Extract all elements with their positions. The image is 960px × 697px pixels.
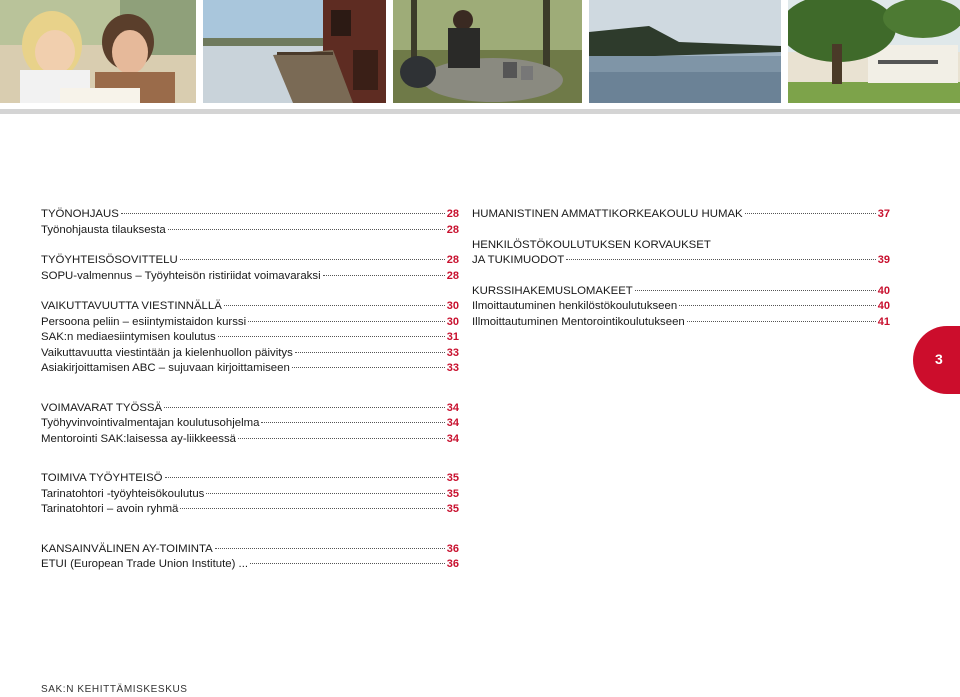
toc-entry-page: 35 bbox=[446, 472, 459, 484]
toc-gap bbox=[472, 223, 890, 238]
toc-entry-label: TOIMIVA TYÖYHTEISÖ bbox=[41, 472, 163, 484]
toc-entry-page: 28 bbox=[446, 208, 459, 220]
toc-gap bbox=[41, 518, 459, 542]
toc-entry-page: 41 bbox=[877, 315, 890, 328]
toc-entry-page: 28 bbox=[446, 254, 459, 266]
toc-entry[interactable] bbox=[41, 361, 459, 377]
photo-building bbox=[788, 0, 960, 103]
toc-entry[interactable] bbox=[41, 432, 459, 448]
toc-entry-label: Persoona peliin – esiintymistaidon kurssi bbox=[41, 315, 247, 328]
toc-entry[interactable] bbox=[41, 315, 459, 331]
toc-entry[interactable] bbox=[41, 330, 459, 346]
toc-entry-label: ETUI (European Trade Union Institute) ... bbox=[41, 558, 249, 570]
toc-entry-label: Työhyvinvointivalmentajan koulutusohjelma bbox=[41, 417, 260, 429]
toc-dot-leader bbox=[180, 259, 445, 260]
toc-entry-page: 37 bbox=[877, 208, 890, 220]
toc-gap bbox=[41, 447, 459, 471]
toc-entry-label: SOPU-valmennus – Työyhteisön ristiriidat voimavaraksi bbox=[41, 269, 321, 282]
toc-entry-label: VOIMAVARAT TYÖSSÄ bbox=[41, 401, 163, 414]
toc-entry-label: Asiakirjoittamisen ABC – sujuvaan kirjoittamiseen bbox=[41, 362, 290, 374]
toc-entry[interactable] bbox=[41, 207, 459, 223]
photo-pier bbox=[203, 0, 386, 103]
toc-gap bbox=[41, 377, 459, 401]
toc-entry-label: KANSAINVÄLINEN AY-TOIMINTA bbox=[41, 542, 213, 555]
photo-campfire bbox=[393, 0, 582, 103]
toc-entry-label: JA TUKIMUODOT bbox=[472, 254, 565, 266]
toc-dot-leader bbox=[295, 352, 445, 353]
toc-entry-label: Tarinatohtori – avoin ryhmä bbox=[41, 503, 179, 515]
toc-dot-leader bbox=[323, 275, 445, 276]
toc-entry-label: VAIKUTTAVUUTTA VIESTINNÄLLÄ bbox=[41, 300, 222, 312]
toc-dot-leader bbox=[215, 548, 445, 549]
page-number: 3 bbox=[935, 351, 943, 367]
toc-entry-page: 40 bbox=[877, 284, 890, 297]
toc-dot-leader bbox=[250, 563, 445, 564]
toc-entry[interactable] bbox=[41, 253, 459, 269]
toc-dot-leader bbox=[261, 422, 444, 423]
toc-entry[interactable] bbox=[41, 557, 459, 573]
toc-dot-leader bbox=[218, 336, 445, 337]
toc-dot-leader bbox=[745, 213, 876, 214]
toc-entry-label: TYÖYHTEISÖSOVITTELU bbox=[41, 254, 178, 266]
header-divider bbox=[0, 109, 960, 114]
toc-entry-label: Työnohjausta tilauksesta bbox=[41, 223, 166, 236]
toc-entry[interactable] bbox=[472, 315, 890, 331]
toc-entry[interactable] bbox=[472, 207, 890, 223]
toc-entry[interactable] bbox=[41, 346, 459, 362]
toc-entry[interactable] bbox=[472, 284, 890, 300]
toc-entry[interactable] bbox=[41, 487, 459, 503]
toc-entry-page: 33 bbox=[446, 346, 459, 359]
toc-entry-label: Vaikuttavuutta viestintään ja kielenhuollon päivitys bbox=[41, 346, 293, 359]
photo-strip bbox=[0, 0, 960, 113]
toc-dot-leader bbox=[238, 438, 445, 439]
toc-gap bbox=[41, 284, 459, 299]
toc-entry-label: Mentorointi SAK:laisessa ay-liikkeessä bbox=[41, 432, 236, 445]
toc-entry[interactable] bbox=[41, 542, 459, 558]
toc-entry-label: Tarinatohtori -työyhteisökoulutus bbox=[41, 487, 205, 500]
toc-dot-leader bbox=[635, 290, 876, 291]
toc-entry[interactable] bbox=[472, 299, 890, 315]
toc-dot-leader bbox=[248, 321, 445, 322]
toc-entry-page: 30 bbox=[446, 315, 459, 328]
toc-entry-page: 36 bbox=[446, 558, 459, 570]
toc-entry-page: 28 bbox=[446, 269, 459, 282]
toc-entry[interactable] bbox=[41, 299, 459, 315]
toc-entry[interactable] bbox=[41, 401, 459, 417]
toc-entry-page: 35 bbox=[446, 487, 459, 500]
toc-entry[interactable] bbox=[472, 253, 890, 269]
toc-dot-leader bbox=[168, 229, 445, 230]
toc-entry[interactable] bbox=[472, 238, 890, 254]
toc-entry-label: KURSSIHAKEMUSLOMAKEET bbox=[472, 284, 633, 297]
toc-entry[interactable] bbox=[41, 416, 459, 432]
toc-dot-leader bbox=[206, 493, 444, 494]
toc-entry-label: Illmoittautuminen Mentorointikoulutukseen bbox=[472, 315, 685, 328]
toc-dot-leader bbox=[121, 213, 445, 214]
toc-entry-label: TYÖNOHJAUS bbox=[41, 208, 119, 220]
toc-left-column bbox=[41, 207, 459, 573]
footer-publisher: SAK:N KEHITTÄMISKESKUS bbox=[41, 684, 188, 695]
toc-gap bbox=[472, 269, 890, 284]
photo-lake bbox=[589, 0, 781, 103]
toc-entry-page: 34 bbox=[446, 432, 459, 445]
toc-entry-page: 34 bbox=[446, 401, 459, 414]
toc-dot-leader bbox=[679, 305, 876, 306]
toc-dot-leader bbox=[164, 407, 445, 408]
toc-entry-label: SAK:n mediaesiintymisen koulutus bbox=[41, 331, 216, 343]
toc-entry[interactable] bbox=[41, 223, 459, 239]
toc-dot-leader bbox=[566, 259, 876, 260]
toc-entry-page: 40 bbox=[877, 300, 890, 312]
toc-entry[interactable] bbox=[41, 269, 459, 285]
toc-dot-leader bbox=[180, 508, 444, 509]
toc-dot-leader bbox=[165, 477, 445, 478]
toc-dot-leader bbox=[292, 367, 445, 368]
toc-dot-leader bbox=[687, 321, 876, 322]
toc-entry[interactable] bbox=[41, 471, 459, 487]
toc-entry-page: 35 bbox=[446, 503, 459, 515]
toc-entry-page: 30 bbox=[446, 300, 459, 312]
toc-right-column bbox=[472, 207, 890, 330]
toc-entry-page: 33 bbox=[446, 362, 459, 374]
toc-entry-page: 31 bbox=[446, 331, 459, 343]
toc-entry-page: 39 bbox=[877, 254, 890, 266]
toc-dot-leader bbox=[224, 305, 445, 306]
toc-entry-page: 28 bbox=[446, 223, 459, 236]
toc-entry-label: Ilmoittautuminen henkilöstökoulutukseen bbox=[472, 300, 678, 312]
toc-entry[interactable] bbox=[41, 502, 459, 518]
photo-students bbox=[0, 0, 196, 103]
toc-entry-page: 34 bbox=[446, 417, 459, 429]
toc-gap bbox=[41, 238, 459, 253]
toc-entry-label: HUMANISTINEN AMMATTIKORKEAKOULU HUMAK bbox=[472, 208, 743, 220]
toc-entry-label: HENKILÖSTÖKOULUTUKSEN KORVAUKSET bbox=[472, 238, 711, 251]
toc-entry-page: 36 bbox=[446, 542, 459, 555]
